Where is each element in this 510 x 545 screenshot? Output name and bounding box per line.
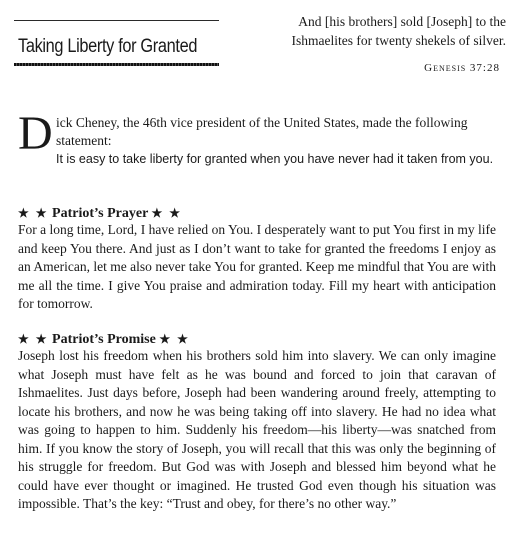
header-rule-bottom [14, 63, 219, 66]
prayer-heading [18, 206, 182, 222]
intro-paragraph: ick Cheney, the 46th vice president of the United States, made the following statement: [56, 115, 468, 148]
header-rule-top [14, 20, 219, 21]
drop-cap: D [18, 107, 53, 160]
star-icon: ★ ★ [18, 206, 49, 220]
prayer-paragraph: For a long time, Lord, I have relied on You. I desperately want to put You first in my life and keep You there. And just as I don’t want to take for granted the freedoms I enjoy as an American, let me also never take You for granted. Keep me mindful that You are with me all the time. I give You praise and admiration today. Fill my heart with anticipation for tomorrow. [18, 222, 496, 311]
page-title: Taking Liberty for Granted [18, 36, 198, 57]
scripture-reference: Genesis 37:28 [424, 62, 500, 74]
star-icon: ★ ★ [159, 332, 190, 346]
star-icon: ★ ★ [18, 332, 49, 346]
promise-title: Patriot’s Promise [52, 332, 156, 347]
scripture-verse: And [his brothers] sold [Joseph] to the Ishmaelites for twenty shekels of silver. [291, 14, 506, 48]
prayer-title: Patriot’s Prayer [52, 206, 149, 221]
promise-paragraph: Joseph lost his freedom when his brothers sold him into slavery. We can only imagine what Joseph must have felt as he was bound and forced to join that caravan of Ishmaelites. Just days before, Joseph had been wandering around freely, attempting to locate his brothers, and now he was being taking off into slavery. He had no idea what was going to happen to him. Suddenly his freedom—his liberty—was snatched from him. If you know the story of Joseph, you will recall that this was only the beginning of his struggle for freedom. But God was with Joseph and blessed him beyond what he could have ever thought or imagined. He trusted God even though his situation was impossible. That’s the key: “Trust and obey, for there’s no other way.” [18, 348, 496, 511]
cheney-quote: It is easy to take liberty for granted when you have never had it taken from you. [56, 152, 494, 166]
promise-heading [18, 332, 190, 348]
star-icon: ★ ★ [151, 206, 183, 220]
